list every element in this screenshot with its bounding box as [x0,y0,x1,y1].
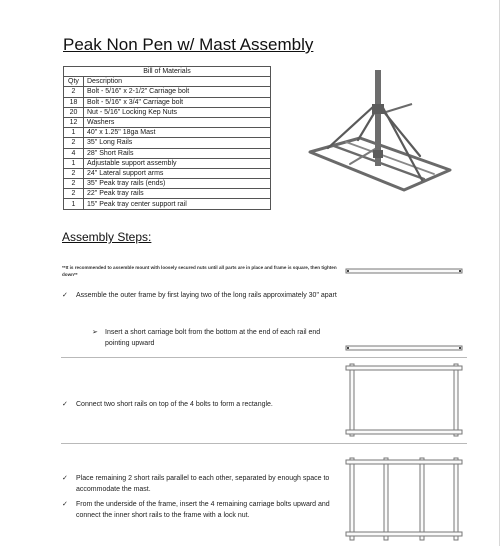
check-icon: ✓ [62,475,68,482]
bom-qty: 1 [64,128,84,138]
bom-description: Washers [84,117,271,127]
bom-description: Adjustable support assembly [84,158,271,168]
table-row [64,148,271,158]
table-row [64,138,271,148]
bom-qty: 20 [64,107,84,117]
table-row [64,168,271,178]
check-icon: ✓ [62,501,68,508]
step-text: Connect two short rails on top of the 4 bolts to form a rectangle. [76,401,273,408]
bill-of-materials-table [63,66,271,210]
bom-description: Nut - 5/16" Locking Kep Nuts [84,107,271,117]
table-row [64,199,271,209]
assembly-note: **It is recommended to assemble mount with loosely secured nuts until all parts are in place and frame is square, then tighten down** [62,265,337,277]
bom-description: 24" Lateral support arms [84,168,271,178]
table-row [64,179,271,189]
bom-description: 40" x 1.25" 18ga Mast [84,128,271,138]
step-text: Assemble the outer frame by first laying two of the long rails approximately 30" apart [76,292,337,299]
bom-description: Bolt - 5/16" x 3/4" Carriage bolt [84,97,271,107]
step-item [62,473,344,495]
step-item [62,399,344,410]
bom-caption-row [64,67,271,77]
step-text: From the underside of the frame, insert the 4 remaining carriage bolts upward and connect the inner short rails to the frame with a lock nut. [76,501,330,519]
bom-description: 35" Long Rails [84,138,271,148]
bom-description: 35" Peak tray rails (ends) [84,179,271,189]
table-row [64,107,271,117]
bom-header-row [64,77,271,87]
assembly-steps-heading: Assembly Steps: [62,230,152,244]
two-long-rails-diagram [344,266,466,358]
substep-item [92,327,342,349]
table-row [64,97,271,107]
rectangle-frame-diagram [344,362,466,440]
step-item [62,290,344,301]
bom-header-qty: Qty [64,77,84,87]
check-icon: ✓ [62,401,68,408]
bom-qty: 2 [64,189,84,199]
bom-qty: 18 [64,97,84,107]
bom-qty: 1 [64,158,84,168]
section-divider [61,443,467,444]
bom-qty: 2 [64,87,84,97]
table-row [64,189,271,199]
step-text: Insert a short carriage bolt from the bottom at the end of each rail end pointing upward [105,329,321,347]
bom-qty: 12 [64,117,84,127]
mount-assembly-illustration [300,66,470,206]
table-row [64,117,271,127]
check-icon: ✓ [62,292,68,299]
bom-description: Bolt - 5/16" x 2-1/2" Carriage bolt [84,87,271,97]
bom-qty: 2 [64,168,84,178]
arrow-bullet-icon: ➢ [92,329,98,336]
bom-header-description: Description [84,77,271,87]
bom-description: 28" Short Rails [84,148,271,158]
table-row [64,128,271,138]
step-text: Place remaining 2 short rails parallel to each other, separated by enough space to accommodate the mast. [76,475,330,493]
bom-qty: 4 [64,148,84,158]
table-row [64,87,271,97]
bom-caption: Bill of Materials [64,67,271,77]
bom-qty: 2 [64,138,84,148]
document-title: Peak Non Pen w/ Mast Assembly [63,35,314,54]
bom-description: 15" Peak tray center support rail [84,199,271,209]
table-row [64,158,271,168]
bom-description: 22" Peak tray rails [84,189,271,199]
step-item [62,499,344,521]
bom-qty: 1 [64,199,84,209]
bom-qty: 2 [64,179,84,189]
inner-rails-frame-diagram [344,456,466,542]
